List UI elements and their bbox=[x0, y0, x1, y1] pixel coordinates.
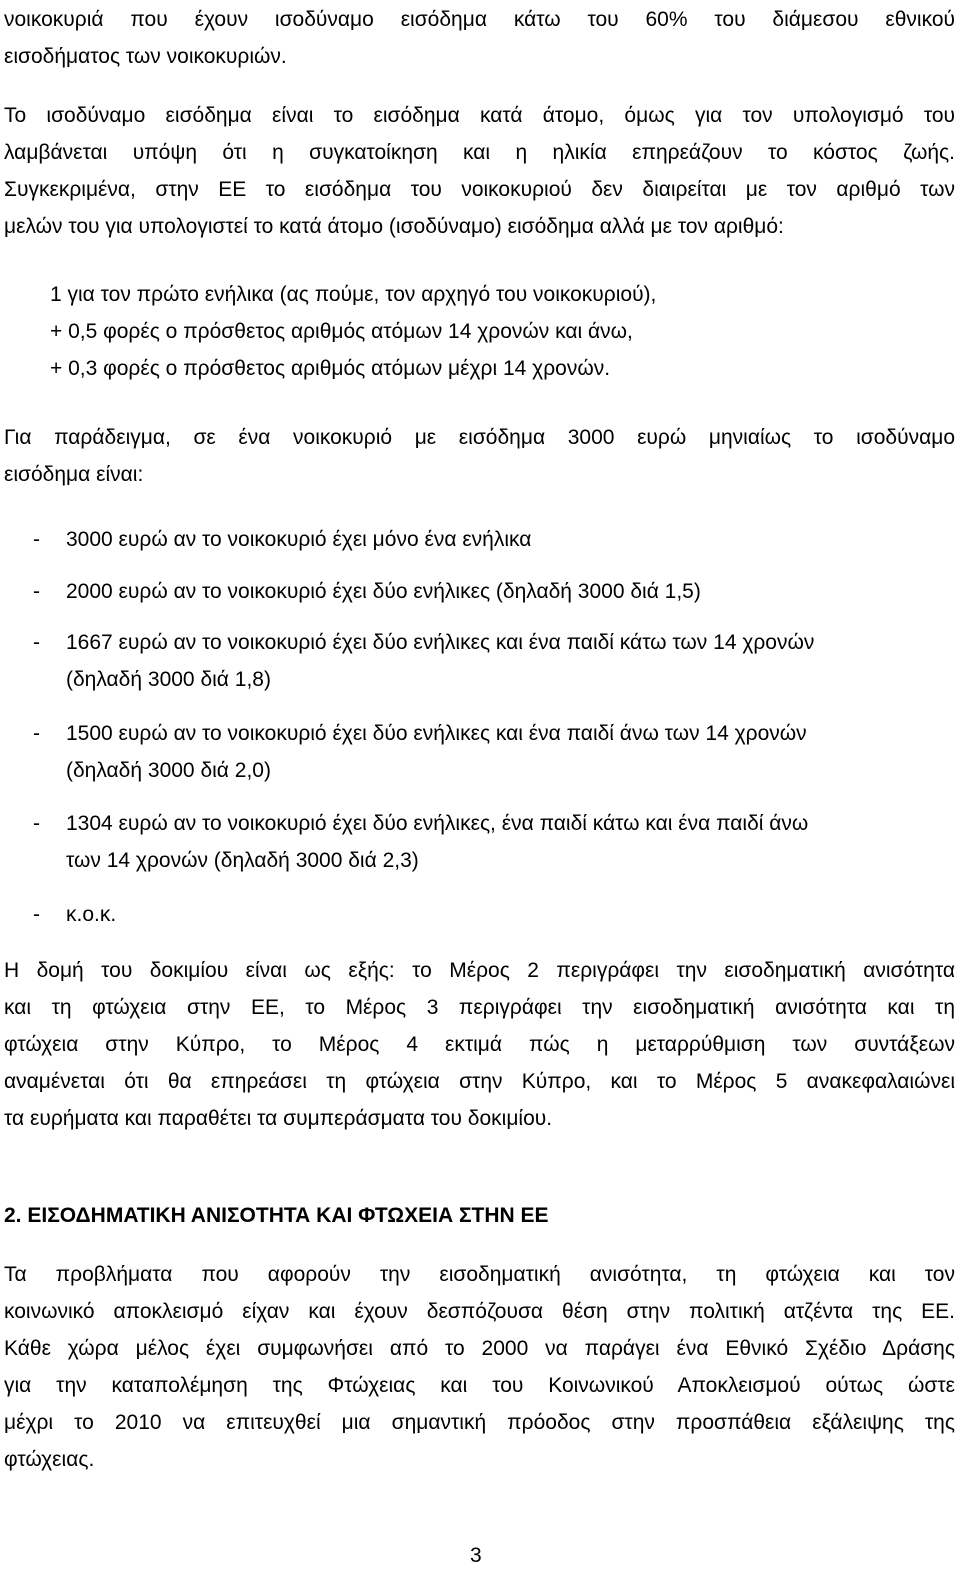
text-line: Για παράδειγμα, σε ένα νοικοκυριό με εισόδημα 3000 ευρώ μηνιαίως το ισοδύναμο bbox=[4, 426, 955, 449]
paragraph-example bbox=[4, 419, 955, 493]
text-line: Τα προβλήματα που αφορούν την εισοδηματική ανισότητα, τη φτώχεια και τον bbox=[4, 1263, 955, 1286]
list-dash: - bbox=[33, 812, 40, 835]
text-line: Κάθε χώρα μέλος έχει συμφωνήσει από το 2000 να παράγει ένα Εθνικό Σχέδιο Δράσης bbox=[4, 1337, 955, 1360]
text-line: Συγκεκριμένα, στην ΕΕ το εισόδημα του νοικοκυριού δεν διαιρείται με τον αριθμό των bbox=[4, 178, 955, 201]
page-number: 3 bbox=[470, 1544, 482, 1567]
list-item bbox=[33, 805, 958, 879]
list-item-text: 2000 ευρώ αν το νοικοκυριό έχει δύο ενήλικες (δηλαδή 3000 διά 1,5) bbox=[66, 580, 701, 603]
list-dash: - bbox=[33, 722, 40, 745]
section-heading: 2. ΕΙΣΟΔΗΜΑΤΙΚΗ ΑΝΙΣΟΤΗΤΑ ΚΑΙ ΦΤΩΧΕΙΑ ΣΤΗΝ ΕΕ bbox=[4, 1204, 549, 1227]
paragraph-paper-structure bbox=[4, 952, 955, 1137]
text-line: τα ευρήματα και παραθέτει τα συμπεράσματα του δοκιμίου. bbox=[4, 1107, 553, 1130]
list-dash: - bbox=[33, 631, 40, 654]
scale-item-over-14: + 0,5 φορές ο πρόσθετος αριθμός ατόμων 14 χρονών και άνω, bbox=[50, 320, 633, 343]
text-line: φτώχειας. bbox=[4, 1448, 95, 1471]
text-line: κοινωνικό αποκλεισμό είχαν και έχουν δεσπόζουσα θέση στην πολιτική ατζέντα της ΕΕ. bbox=[4, 1300, 955, 1323]
text-line: λαμβάνεται υπόψη ότι η συγκατοίκηση και η ηλικία επηρεάζουν το κόστος ζωής. bbox=[4, 141, 955, 164]
list-item bbox=[33, 624, 958, 698]
list-item-text-continued: (δηλαδή 3000 διά 1,8) bbox=[66, 668, 271, 691]
list-dash: - bbox=[33, 903, 40, 926]
paragraph-poverty-definition bbox=[4, 1, 955, 75]
text-line: φτώχεια στην Κύπρο, το Μέρος 4 εκτιμά πώς η μεταρρύθμιση των συντάξεων bbox=[4, 1033, 955, 1056]
scale-item-first-adult: 1 για τον πρώτο ενήλικα (ας πούμε, τον αρχηγό του νοικοκυριού), bbox=[50, 283, 657, 306]
text-line: μέχρι το 2010 να επιτευχθεί μια σημαντική πρόοδος στην προσπάθεια εξάλειψης της bbox=[4, 1411, 955, 1434]
list-dash: - bbox=[33, 528, 40, 551]
list-item bbox=[33, 715, 958, 789]
list-item-text-continued: (δηλαδή 3000 διά 2,0) bbox=[66, 759, 271, 782]
text-line: εισόδημα είναι: bbox=[4, 463, 144, 486]
list-dash: - bbox=[33, 580, 40, 603]
list-item-text: 1500 ευρώ αν το νοικοκυριό έχει δύο ενήλικες και ένα παιδί άνω των 14 χρονών bbox=[66, 722, 807, 745]
scale-item-under-14: + 0,3 φορές ο πρόσθετος αριθμός ατόμων μέχρι 14 χρονών. bbox=[50, 357, 611, 380]
list-item bbox=[33, 896, 958, 933]
text-line: νοικοκυριά που έχουν ισοδύναμο εισόδημα κάτω του 60% του διάμεσου εθνικού bbox=[4, 8, 955, 31]
list-item-text: 3000 ευρώ αν το νοικοκυριό έχει μόνο ένα ενήλικα bbox=[66, 528, 532, 551]
text-line: εισοδήματος των νοικοκυριών. bbox=[4, 45, 287, 68]
list-item-text: κ.ο.κ. bbox=[66, 903, 117, 926]
text-line: Το ισοδύναμο εισόδημα είναι το εισόδημα κατά άτομο, όμως για τον υπολογισμό του bbox=[4, 104, 955, 127]
list-item bbox=[33, 573, 958, 610]
paragraph-equivalent-income bbox=[4, 97, 955, 245]
text-line: αναμένεται ότι θα επηρεάσει τη φτώχεια στην Κύπρο, και το Μέρος 5 ανακεφαλαιώνει bbox=[4, 1070, 955, 1093]
text-line: για την καταπολέμηση της Φτώχειας και του Κοινωνικού Αποκλεισμού ούτως ώστε bbox=[4, 1374, 955, 1397]
list-item-text-continued: των 14 χρονών (δηλαδή 3000 διά 2,3) bbox=[66, 849, 419, 872]
text-line: Η δομή του δοκιμίου είναι ως εξής: το Μέρος 2 περιγράφει την εισοδηματική ανισότητα bbox=[4, 959, 955, 982]
list-item-text: 1667 ευρώ αν το νοικοκυριό έχει δύο ενήλικες και ένα παιδί κάτω των 14 χρονών bbox=[66, 631, 815, 654]
paragraph-eu-inequality bbox=[4, 1256, 955, 1478]
text-line: μελών του για υπολογιστεί το κατά άτομο (ισοδύναμο) εισόδημα αλλά με τον αριθμό: bbox=[4, 215, 784, 238]
list-item-text: 1304 ευρώ αν το νοικοκυριό έχει δύο ενήλικες, ένα παιδί κάτω και ένα παιδί άνω bbox=[66, 812, 809, 835]
text-line: και τη φτώχεια στην ΕΕ, το Μέρος 3 περιγράφει την εισοδηματική ανισότητα και τη bbox=[4, 996, 955, 1019]
list-item bbox=[33, 521, 958, 558]
